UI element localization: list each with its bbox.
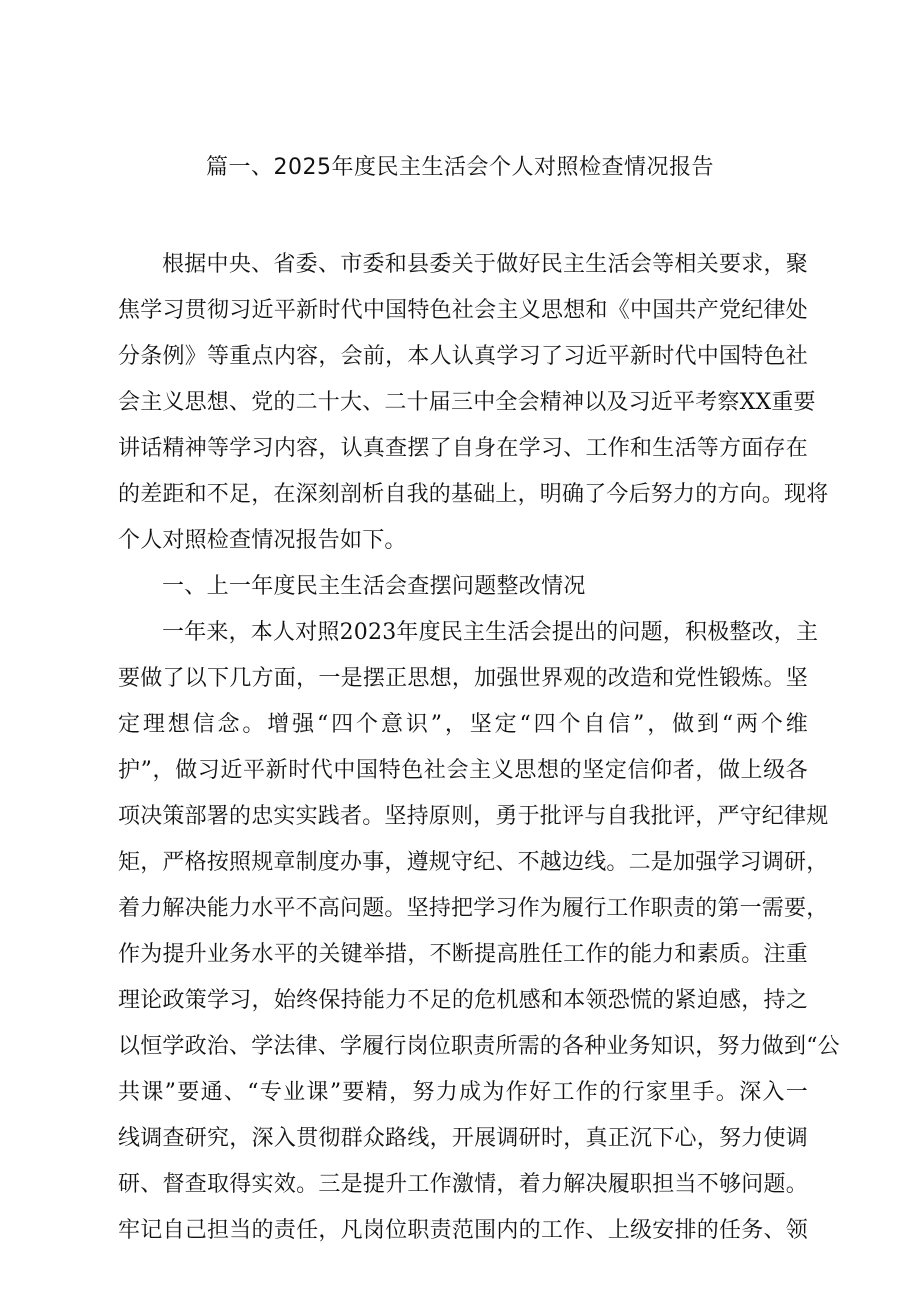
body-line: 线调查研究，深入贯彻群众路线，开展调研时，真正沉下心，努力使调 <box>118 1126 808 1151</box>
section-heading: 一、上一年度民主生活会查摆问题整改情况 <box>162 574 586 599</box>
intro-line: 会主义思想、党的二十大、二十届三中全会精神以及习近平考察XX重要 <box>118 390 816 415</box>
document-title: 篇一、2025年度民主生活会个人对照检查情况报告 <box>206 155 714 180</box>
body-line: 要做了以下几方面，一是摆正思想，加强世界观的改造和党性锻炼。坚 <box>118 666 808 691</box>
body-line: 着力解决能力水平不高问题。坚持把学习作为履行工作职责的第一需要， <box>118 896 829 921</box>
body-line: 牢记自己担当的责任，凡岗位职责范围内的工作、上级安排的任务、领 <box>118 1218 808 1243</box>
body-line: 研、督查取得实效。三是提升工作激情，着力解决履职担当不够问题。 <box>118 1172 808 1197</box>
intro-line: 分条例》等重点内容，会前，本人认真学习了习近平新时代中国特色社 <box>118 344 808 369</box>
body-line: 共课”要通、“专业课”要精，努力成为作好工作的行家里手。深入一 <box>118 1080 808 1105</box>
intro-line: 焦学习贯彻习近平新时代中国特色社会主义思想和《中国共产党纪律处 <box>118 298 808 323</box>
body-line: 作为提升业务水平的关键举措，不断提高胜任工作的能力和素质。注重 <box>118 942 808 967</box>
body-line: 一年来，本人对照2023年度民主生活会提出的问题，积极整改，主 <box>162 620 819 645</box>
intro-line: 个人对照检查情况报告如下。 <box>118 528 407 553</box>
body-line: 矩，严格按照规章制度办事，遵规守纪、不越边线。二是加强学习调研， <box>118 850 829 875</box>
intro-line: 讲话精神等学习内容，认真查摆了自身在学习、工作和生活等方面存在 <box>118 436 808 461</box>
intro-line: 根据中央、省委、市委和县委关于做好民主生活会等相关要求，聚 <box>162 252 808 277</box>
body-line: 理论政策学习，始终保持能力不足的危机感和本领恐慌的紧迫感，持之 <box>118 988 808 1013</box>
body-line: 以恒学政治、学法律、学履行岗位职责所需的各种业务知识，努力做到“公 <box>118 1034 840 1059</box>
body-line: 护”，做习近平新时代中国特色社会主义思想的坚定信仰者，做上级各 <box>118 758 808 783</box>
intro-line: 的差距和不足，在深刻剖析自我的基础上，明确了今后努力的方向。现将 <box>118 482 829 507</box>
body-line: 定理想信念。增强“四个意识”，坚定“四个自信”，做到“两个维 <box>118 712 808 737</box>
body-line: 项决策部署的忠实实践者。坚持原则，勇于批评与自我批评，严守纪律规 <box>118 804 829 829</box>
